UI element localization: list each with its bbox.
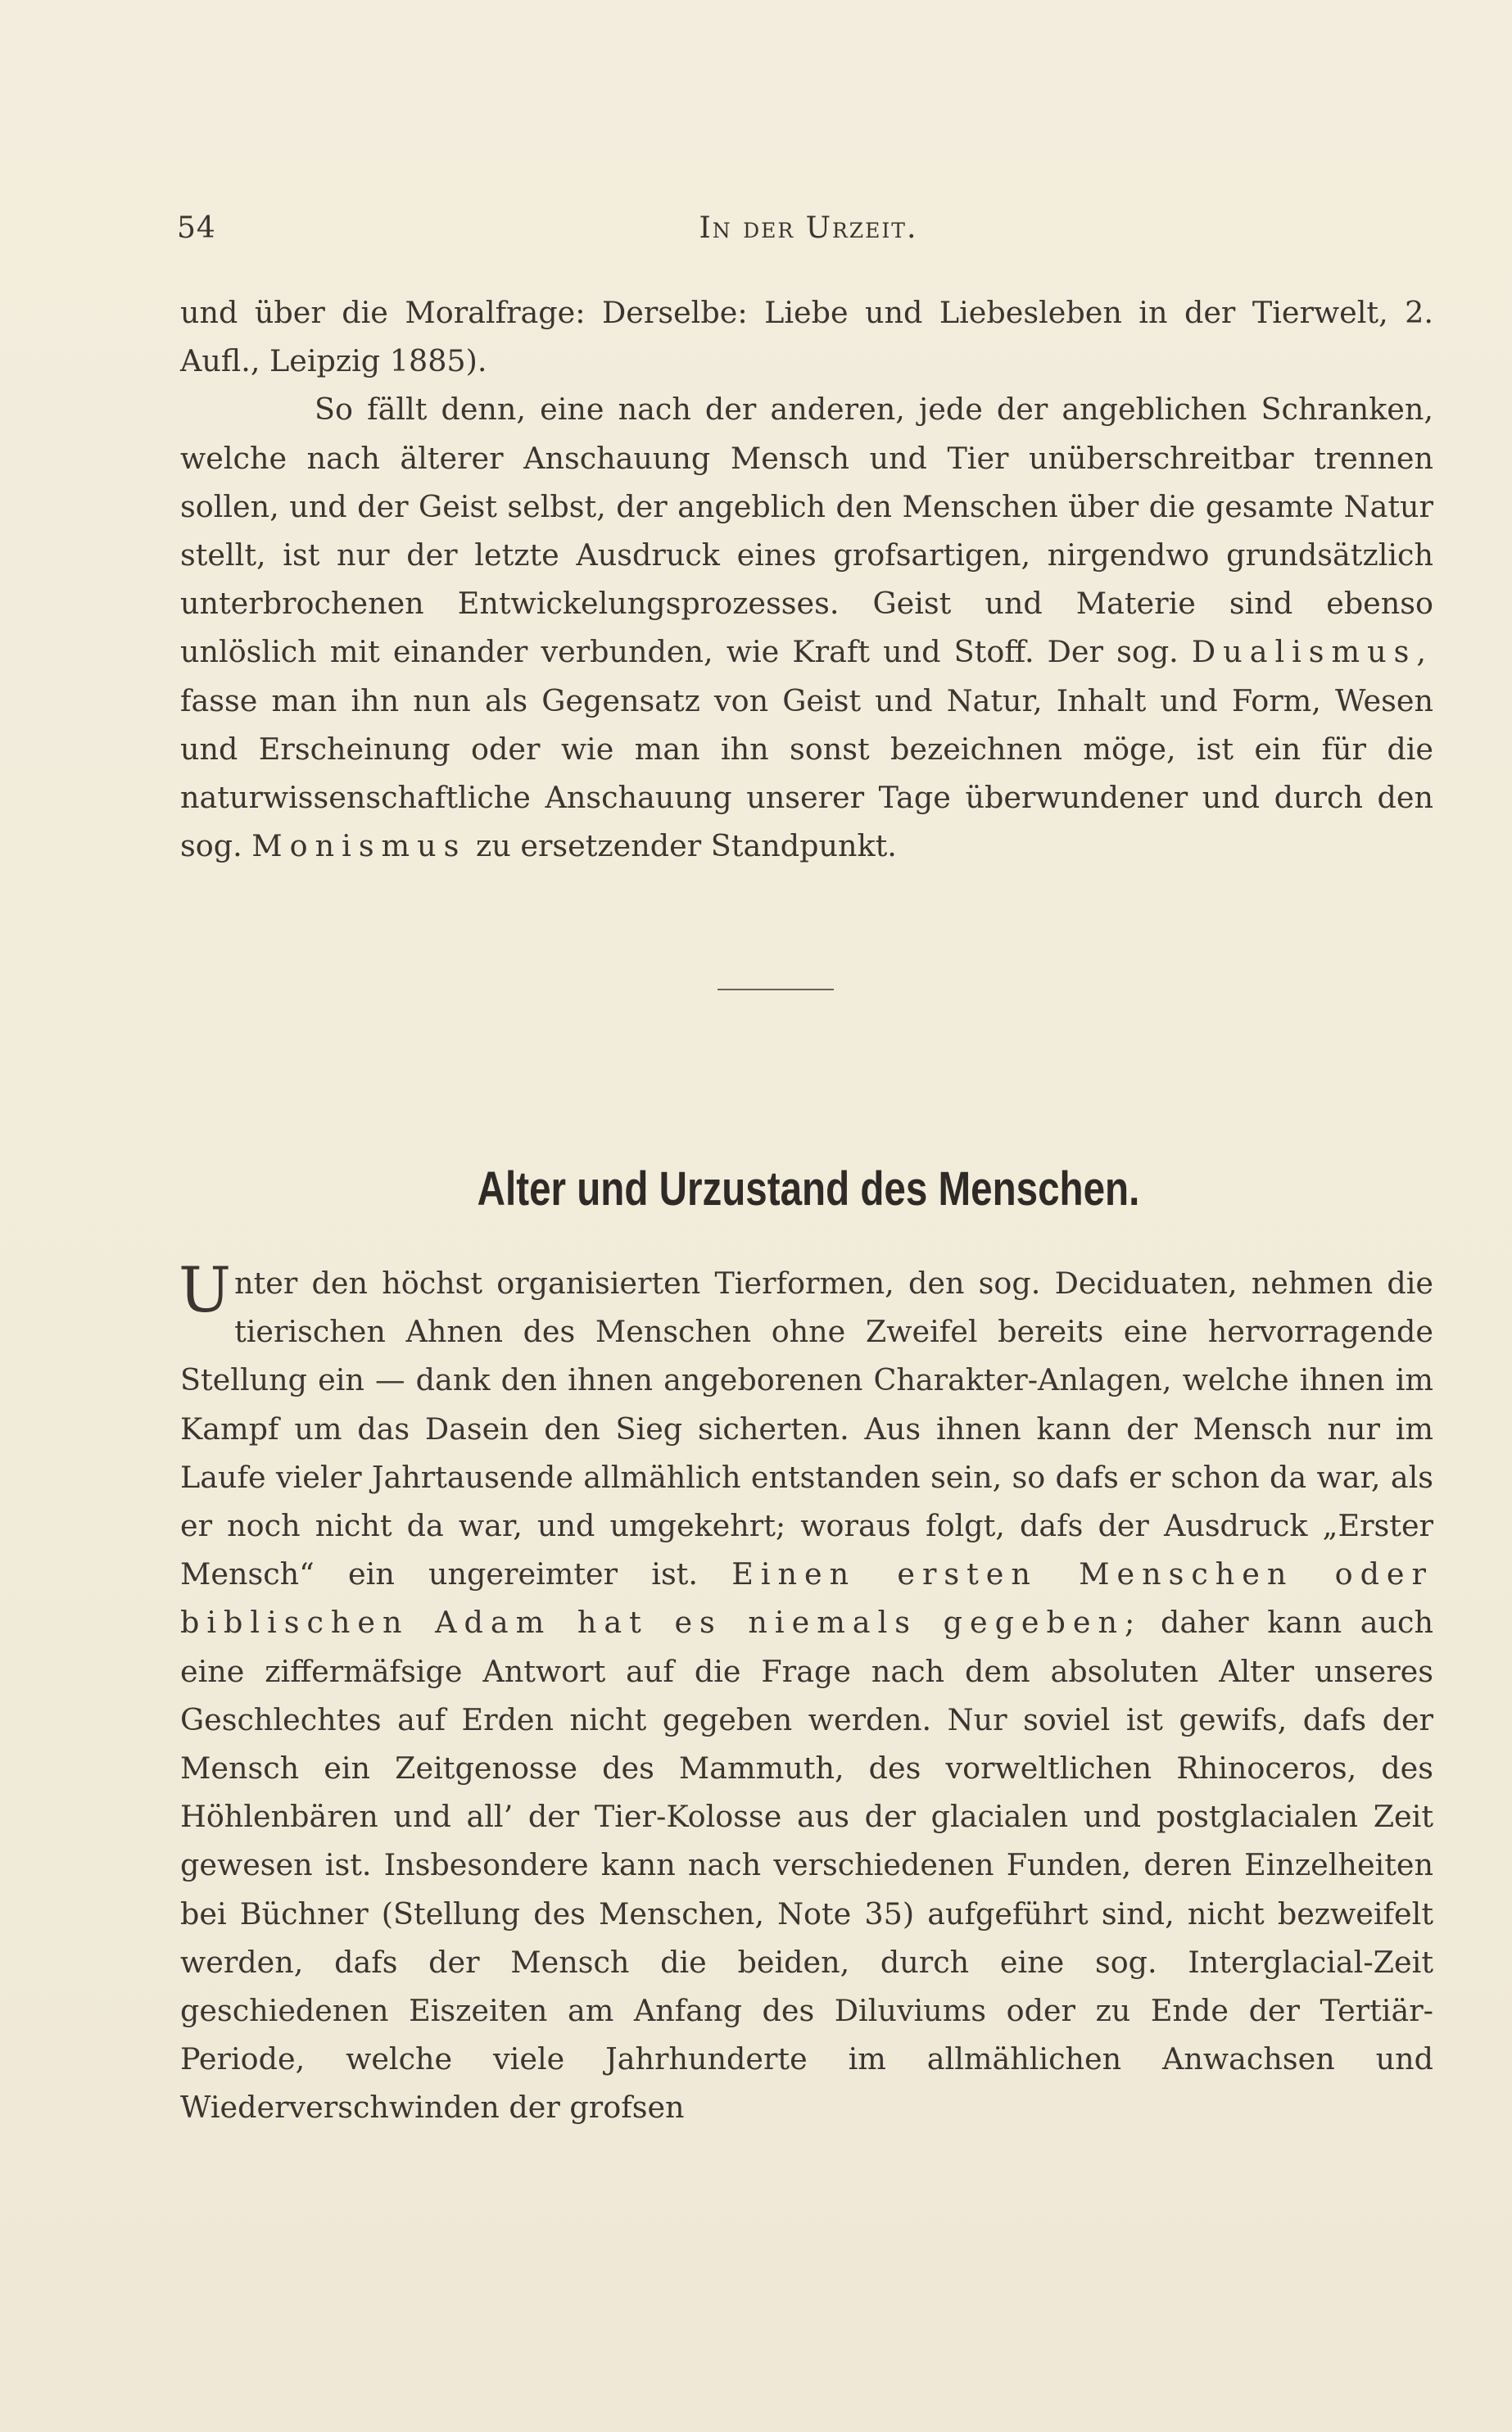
emphasized-term-monismus: Monismus xyxy=(251,828,467,864)
continued-text-block xyxy=(180,288,1433,870)
page-number: 54 xyxy=(177,211,216,245)
running-title: In der Urzeit. xyxy=(699,211,918,245)
paragraph-text: daher kann auch eine ziffermäfsige Antwort auf die Frage nach dem absoluten Alter unseres Geschlechtes auf Erden nicht gegeben werden. Nur soviel ist gewifs, dafs der Mensch ein Zeitgenosse des Mammuth, des vorweltlichen Rhinoceros, des Höhlenbären und all’ der Tier-Kolosse aus der glacialen und postglacialen Zeit gewesen ist. Insbesondere kann nach verschiedenen Funden, deren Einzelheiten bei Büchner (Stellung des Menschen, Note 35) aufgeführt sind, nicht bezweifelt werden, dafs der Mensch die beiden, durch eine sog. Interglacial-Zeit geschiedenen Eiszeiten am Anfang des Diluviums oder zu Ende der Tertiär-Periode, welche viele Jahrhunderte im allmählichen Anwachsen und Wiederverschwinden der grofsen xyxy=(180,1605,1434,2126)
paragraph-text: So fällt denn, eine nach der anderen, jede der angeblichen Schranken, welche nach älterer Anschauung Mensch und Tier unüberschreitbar trennen sollen, und der Geist selbst, der angeblich den Menschen über die gesamte Natur stellt, ist nur der letzte Ausdruck eines grofsartigen, nirgendwo grundsätzlich unterbrochenen Entwickelungsprozesses. Geist und Materie sind ebenso unlöslich mit einander verbunden, wie Kraft und Stoff. Der sog. xyxy=(180,392,1433,670)
paragraph-text: fasse man ihn nun als Gegensatz von Geist und Natur, Inhalt und Form, Wesen und Erscheinung oder wie man ihn sonst bezeichnen möge, ist ein für die naturwissenschaftliche Anschauung unserer Tage überwundener und durch den sog. xyxy=(180,682,1433,864)
page-header xyxy=(177,211,1440,252)
section-paragraph xyxy=(179,1253,1434,2132)
paragraph-text: zu ersetzender Standpunkt. xyxy=(476,828,897,864)
section-text-block xyxy=(179,1253,1434,2132)
emphasized-phrase: Einen ersten Menschen oder biblischen Adam hat es niemals gegeben; xyxy=(180,1556,1433,1641)
emphasized-term-dualismus: Dualismus, xyxy=(1191,634,1433,670)
section-heading: Alter und Urzustand des Menschen. xyxy=(477,1162,1140,1216)
drop-cap: U xyxy=(179,1253,232,1326)
section-divider xyxy=(718,989,834,990)
footnote-continuation-paragraph: und über die Moralfrage: Derselbe: Liebe und Liebesleben in der Tierwelt, 2. Aufl., Leipzig 1885). xyxy=(180,295,1433,379)
paragraph-dualismus xyxy=(180,385,1433,870)
paragraph-text: nter den höchst organisierten Tierformen, den sog. Deciduaten, nehmen die tierischen Ahnen des Menschen ohne Zweifel bereits eine hervorragende Stellung ein — dank den ihnen angeborenen Charakter-Anlagen, welche ihnen im Kampf um das Dasein den Sieg sicherten. Aus ihnen kann der Mensch nur im Laufe vieler Jahrtausende allmählich entstanden sein, so dafs er schon da war, als er noch nicht da war, und umgekehrt; woraus folgt, dafs der Ausdruck „Erster Mensch“ ein ungereimter ist. xyxy=(180,1266,1433,1592)
